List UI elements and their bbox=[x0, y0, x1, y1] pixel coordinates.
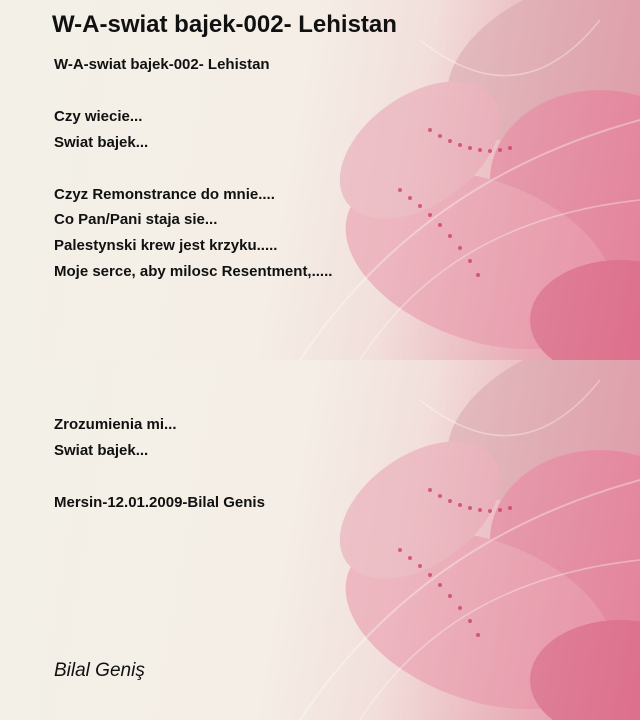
poem-line: Swiat bajek... bbox=[54, 134, 149, 151]
author-signature: Bilal Geniş bbox=[54, 660, 145, 681]
poem-line: W-A-swiat bajek-002- Lehistan bbox=[54, 56, 270, 73]
poem-line: Mersin-12.01.2009-Bilal Genis bbox=[54, 494, 265, 511]
poem-line: Czyz Remonstrance do mnie.... bbox=[54, 186, 275, 203]
poem-line: Czy wiecie... bbox=[54, 108, 143, 125]
poem-line: Swiat bajek... bbox=[54, 442, 149, 459]
poem-title: W-A-swiat bajek-002- Lehistan bbox=[52, 11, 397, 38]
poem-line: Moje serce, aby milosc Resentment,..... bbox=[54, 263, 333, 280]
poem-line: Co Pan/Pani staja sie... bbox=[54, 211, 218, 228]
poem-line: Palestynski krew jest krzyku..... bbox=[54, 237, 278, 254]
poem-line: Zrozumienia mi... bbox=[54, 416, 177, 433]
